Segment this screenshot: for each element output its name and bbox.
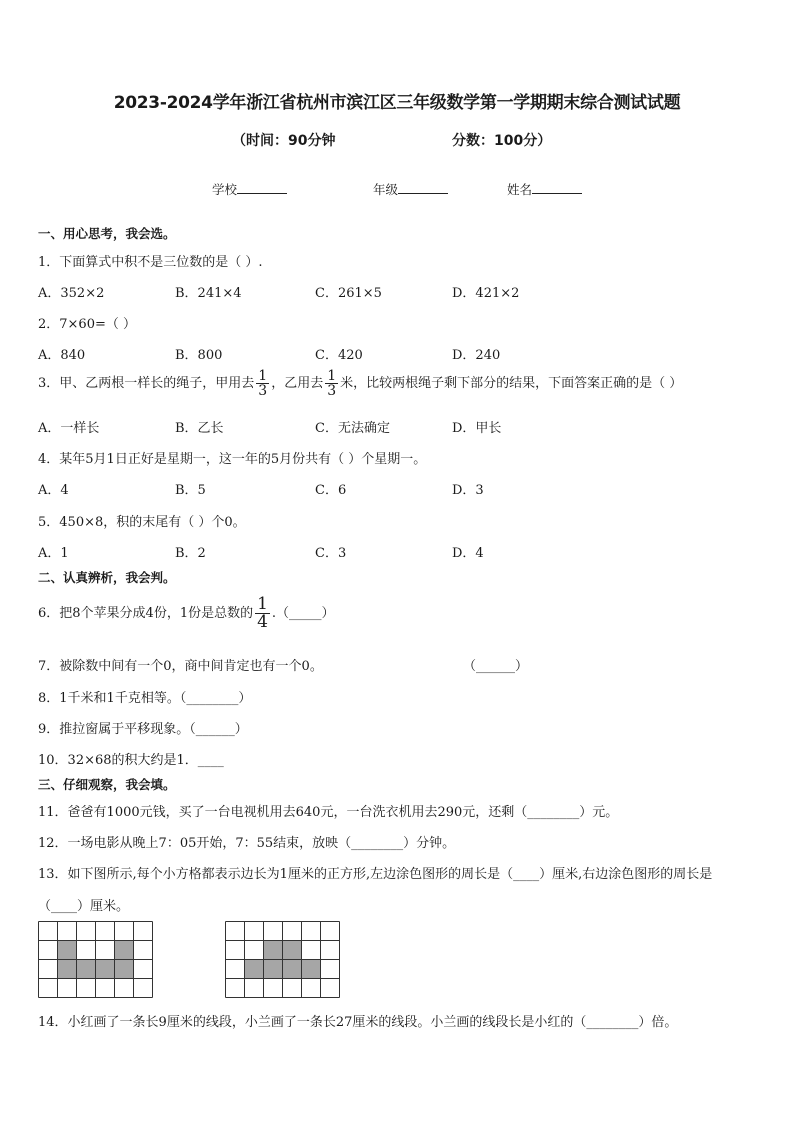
q6-frac-denominator: 4 (257, 612, 268, 632)
q3-option-b: B．乙长 (175, 421, 224, 436)
q6-frac-numerator: 1 (257, 594, 268, 614)
exam-time: （时间：90分钟 (232, 133, 336, 149)
question-13-line-1: 13．如下图所示,每个小方格都表示边长为1厘米的正方形,左边涂色图形的周长是（____）厘米,右边涂色图形的周长是 (38, 867, 713, 882)
q5-option-b: B．2 (175, 546, 206, 561)
q3-option-a: A．一样长 (38, 421, 100, 436)
grade-label: 年级 (373, 182, 399, 197)
right-grid-lines (226, 922, 340, 998)
left-grid-figure (38, 921, 154, 999)
q5-option-d: D．4 (452, 546, 484, 561)
question-14: 14．小红画了一条长9厘米的线段，小兰画了一条长27厘米的线段。小兰画的线段长是小红的（________）倍。 (38, 1015, 678, 1030)
question-6 (38, 596, 335, 631)
q5-option-c: C．3 (315, 546, 347, 561)
q3-fraction-2 (325, 369, 338, 398)
q3-option-d: D．甲长 (452, 421, 502, 436)
name-field (507, 180, 582, 198)
q2-option-a: A．840 (38, 348, 86, 363)
right-grid-figure (225, 921, 341, 999)
q3-text-2: ，乙用去 (271, 376, 324, 391)
q7-answer-blank: （______） (463, 659, 529, 674)
q2-option-d: D．240 (452, 348, 501, 363)
section-2-heading: 二、认真辨析，我会判。 (38, 570, 176, 585)
question-2: 2．7×60=（ ） (38, 317, 137, 332)
name-blank (532, 181, 582, 194)
question-1: 1．下面算式中积不是三位数的是（ ）. (38, 255, 263, 270)
question-5: 5．450×8，积的末尾有（ ）个0。 (38, 515, 246, 530)
q3-text-3: 米，比较两根绳子剩下部分的结果，下面答案正确的是（ ） (340, 376, 683, 391)
q1-option-d: D．421×2 (452, 286, 520, 301)
q3-option-c: C．无法确定 (315, 421, 390, 436)
q4-option-a: A．4 (38, 483, 69, 498)
question-13-line-2: （____）厘米。 (38, 899, 130, 914)
school-label: 学校 (212, 182, 238, 197)
school-blank (237, 181, 287, 194)
q1-option-c: C．261×5 (315, 286, 382, 301)
q2-option-b: B．800 (175, 348, 223, 363)
exam-score: 分数：100分） (452, 133, 552, 149)
q3-frac1-numerator: 1 (258, 368, 268, 384)
q6-text-1: 6．把8个苹果分成4份，1份是总数的 (38, 606, 254, 621)
question-4: 4．某年5月1日正好是星期一，这一年的5月份共有（ ）个星期一。 (38, 452, 427, 467)
q4-option-b: B．5 (175, 483, 206, 498)
q1-option-a: A．352×2 (38, 286, 105, 301)
q5-option-a: A．1 (38, 546, 69, 561)
name-label: 姓名 (507, 182, 533, 197)
school-field (212, 180, 287, 198)
section-3-heading: 三、仔细观察，我会填。 (38, 777, 176, 792)
grade-blank (398, 181, 448, 194)
q6-fraction (255, 596, 270, 631)
left-grid-lines (39, 922, 153, 998)
section-1-heading: 一、用心思考，我会选。 (38, 226, 176, 241)
question-8: 8．1千米和1千克相等。（________） (38, 691, 252, 706)
q4-option-c: C．6 (315, 483, 347, 498)
grade-field (373, 180, 448, 198)
q6-text-2: .（_____） (271, 606, 335, 621)
q2-option-c: C．420 (315, 348, 363, 363)
q3-frac2-numerator: 1 (327, 368, 337, 384)
question-10: 10．32×68的积大约是1．____ (38, 753, 224, 768)
page-title: 2023-2024学年浙江省杭州市滨江区三年级数学第一学期期末综合测试试题 (113, 93, 681, 113)
q1-option-b: B．241×4 (175, 286, 242, 301)
question-3 (38, 369, 682, 398)
q3-text-1: 3．甲、乙两根一样长的绳子，甲用去 (38, 376, 255, 391)
question-12: 12．一场电影从晚上7：05开始，7：55结束，放映（________）分钟。 (38, 836, 456, 851)
q3-frac1-denominator: 3 (258, 383, 268, 399)
question-9: 9．推拉窗属于平移现象。（______） (38, 722, 248, 737)
q3-frac2-denominator: 3 (327, 383, 337, 399)
question-7: 7．被除数中间有一个0，商中间肯定也有一个0。 (38, 659, 323, 674)
q3-fraction-1 (256, 369, 269, 398)
question-11: 11．爸爸有1000元钱，买了一台电视机用去640元，一台洗衣机用去290元，还剩（________）元。 (38, 805, 619, 820)
q4-option-d: D．3 (452, 483, 484, 498)
